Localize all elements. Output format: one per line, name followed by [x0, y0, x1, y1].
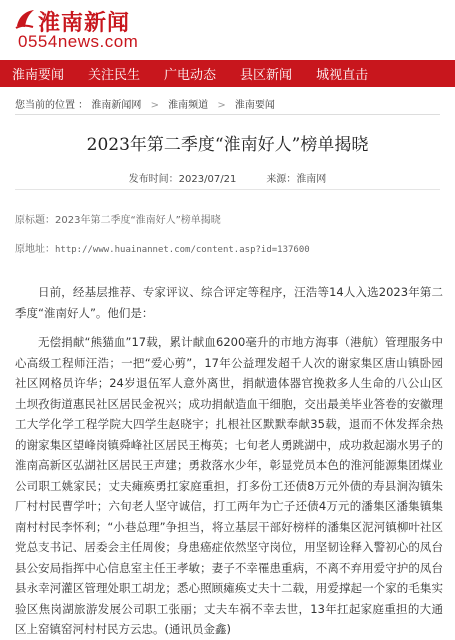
nav-item-livelihood[interactable]: 关注民生 [88, 68, 141, 83]
breadcrumb-divider [15, 114, 440, 115]
article-meta [0, 170, 455, 185]
breadcrumb-prefix: 您当前的位置 ： [15, 100, 89, 111]
site-logo[interactable] [14, 6, 164, 52]
breadcrumb-item-section[interactable]: 淮南要闻 [234, 100, 275, 111]
original-title-text: 2023年第二季度“淮南好人”榜单揭晓 [55, 215, 221, 226]
breadcrumb-separator: > [217, 100, 226, 111]
nav-item-broadcast[interactable]: 广电动态 [164, 68, 217, 83]
breadcrumb-item-channel[interactable]: 淮南频道 [168, 100, 209, 111]
original-address [15, 240, 310, 255]
logo-domain: 0554news.com [18, 32, 139, 51]
publish-label: 发布时间： [128, 174, 179, 185]
original-title-label: 原标题： [15, 215, 55, 226]
source-label: 来源： [266, 174, 297, 185]
publish-date: 2023/07/21 [178, 174, 237, 185]
original-address-label: 原地址： [15, 244, 55, 255]
nav-item-city-view[interactable]: 城视直击 [316, 68, 369, 83]
article-paragraph: 无偿捐献“熊猫血”17载，累计献血6200毫升的市地方海事（港航）管理服务中心高级工程师汪浩；一把“爱心剪”，17年公益理发超千人次的谢家集区唐山镇卧园社区网格员许华；24岁退伍军人意外离世，捐献遗体器官挽救多人生命的八公山区土坝孜街道惠民社区居民金祝兴；成功捐献造血干细胞，交出最美毕业答卷的安徽理工大学化学工程学院大四学生赵晓宇；扎根社区默默奉献35载，退而不休发挥余热的谢家集区望峰岗镇舜峰社区居民王梅英；七旬老人勇跳湖中，成功救起溺水男子的淮南高新区弘湖社区居民王声建；勇救落水少年，彰显党员本色的淮河能源集团煤业公司职工姚家民；丈夫瘫痪勇扛家庭重担，打多份工还债8万元外债的寿县涧沟镇朱厂村村民曹学叶；六旬老人坚守诚信，打工两年为亡子还债4万元的潘集区潘集镇集南村村民李怀利；“小巷总理”争担当，将立基层干部好榜样的潘集区泥河镇柳叶社区党总支书记、居委会主任周俊；身患癌症依然坚守岗位，用坚韧诠释入警初心的凤台县公安局指挥中心信息室主任王孝敏；妻子不幸罹患重病，不离不弃用爱守护的凤台县永幸河灌区管理处职工胡龙；悉心照顾瘫痪丈夫十二载，用爱撑起一个家的毛集实验区焦岗湖旅游发展公司职工张丽；丈夫车祸不幸去世，13年扛起家庭重担的大通区上窑镇窑河村村民方云忠。(通讯员金鑫) [15, 335, 443, 636]
logo-mark-icon [14, 8, 36, 30]
nav-item-huainan-news[interactable]: 淮南要闻 [12, 68, 65, 83]
meta-divider [15, 189, 440, 190]
breadcrumb [15, 96, 275, 111]
breadcrumb-item-site[interactable]: 淮南新闻网 [91, 100, 142, 111]
original-url-link[interactable]: http://www.huainannet.com/content.asp?id=137600 [55, 245, 310, 255]
site-header [0, 0, 455, 58]
nav-item-county-news[interactable]: 县区新闻 [240, 68, 293, 83]
logo-chinese-name: 淮南新闻 [38, 10, 131, 36]
main-nav [0, 60, 455, 87]
breadcrumb-separator: > [150, 100, 159, 111]
article-paragraph: 日前，经基层推荐、专家评议、综合评定等程序，汪浩等14人入选2023年第二季度“淮南好人”。他们是： [15, 285, 443, 320]
source-name: 淮南网 [296, 174, 327, 185]
article-title: 2023年第二季度“淮南好人”榜单揭晓 [86, 135, 369, 155]
original-title [15, 211, 221, 226]
